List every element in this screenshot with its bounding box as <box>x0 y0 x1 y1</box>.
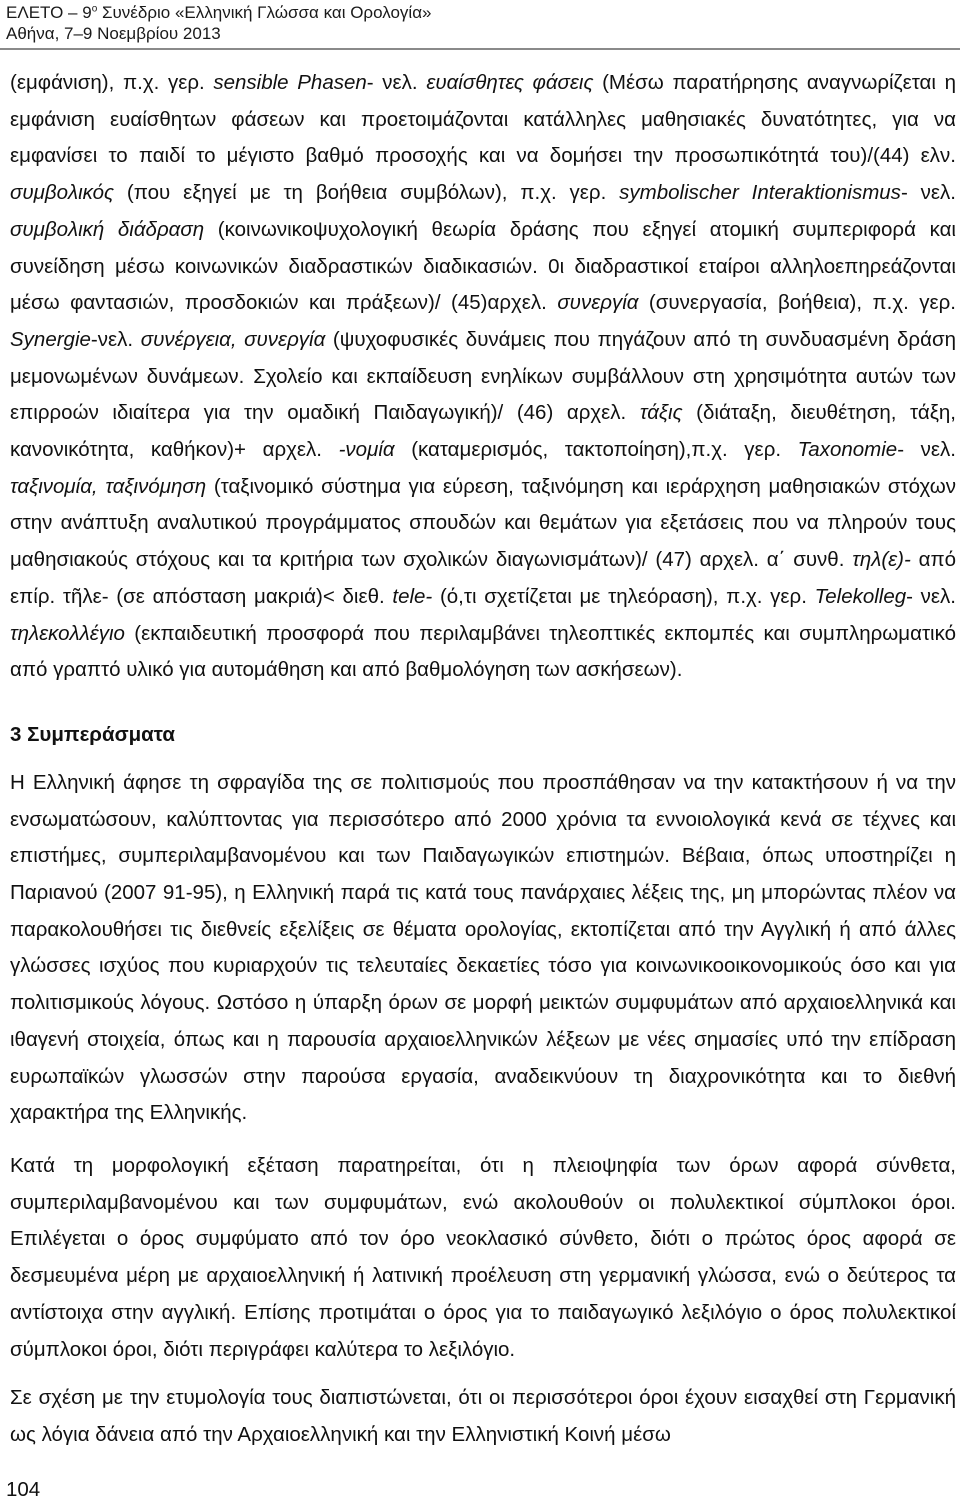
italic-term: συμβολικός <box>10 181 114 205</box>
text-run: (ταξινομικό σύστημα για εύρεση, ταξινόμηση και ιεράρχηση μαθησιακών στόχων στην ανάπτυξη αναλυτικού προγράμματος σπουδών και θεμάτων για εξετάσεις που να πληρούν τους μαθησιακούς στόχους και τα κριτήρια των σχολικών διαγωνισμάτων)/ (47) αρχελ. α΄ συνθ. <box>10 474 956 572</box>
italic-term: Synergie <box>10 327 91 351</box>
text-run: από επίρ. τῆλε- (σε απόσταση μακριά)< διεθ. <box>10 548 956 608</box>
italic-term: Telekolleg <box>814 584 907 608</box>
page-body <box>10 63 956 1454</box>
italic-term: -νομία <box>338 438 395 462</box>
section-heading: 3 Συμπεράσματα <box>10 722 175 746</box>
conference-title-suffix: Συνέδριο «Ελληνική Γλώσσα και Ορολογία» <box>97 3 432 22</box>
text-run: (διάταξη, διευθέτηση, τάξη, κανονικότητα, καθήκον)+ αρχελ. <box>10 401 956 462</box>
page-number: 104 <box>6 1478 41 1501</box>
italic-term: ευαίσθητες φάσεις <box>426 71 594 94</box>
conference-title <box>6 2 431 23</box>
text-run: (εμφάνιση), π.χ. γερ. <box>10 71 214 94</box>
italic-term: συνέργεια, συνεργία <box>140 327 326 351</box>
conclusions-paragraph-1: Η Ελληνική άφησε τη σφραγίδα της σε πολιτισμούς που προσπάθησαν να την κατακτήσουν ή να την ενσωματώσουν, καλύπτοντας για περισσότερο από 2000 χρόνια τα εννοιολογικά κενά σε τέχνες και επιστήμες, συμπεριλαμβανομένου και των Παιδαγωγικών επιστημών. Βέβαια, όπως υποστηρίζει η Παριανού (2007 91-95), η Ελληνική παρά τις κατά τους πανάρχαιες λέξεις της, μη μπορώντας πλέον να παρακολουθήσει τις διεθνείς εξελίξεις σε θέματα ορολογίας, εκτοπίζεται από την Αγγλική ή από άλλες γλώσσες ισχύος που κυριαρχούν τις τελευταίες δεκαετίες τόσο για κοινωνικοοικονομικούς όσο και για πολιτισμικούς λόγους. Ωστόσο η ύπαρξη όρων σε μορφή μεικτών συμφυμάτων από αρχαιοελληνικά και ιθαγενή στοιχεία, όπως και η παρουσία αρχαιοελληνικών λέξεων με νέες σημασίες υπό την επίδραση ευρωπαϊκών γλωσσών στην παρούσα εργασία, αναδεικνύουν τη διαχρονικότητα και το διεθνή χαρακτήρα της Ελληνικής. <box>10 770 956 1125</box>
text-run: (ψυχοφυσικές δυνάμεις που πηγάζουν από τη συνδυασμένη δράση μεμονωμένων δυνάμεων. Σχολείο και εκπαίδευση ενηλίκων συμβάλλουν στη χρησιμότητα αυτών των επιρροών ιδιαίτερα για την ομαδική Παιδαγωγική)/ (46) αρχελ. <box>10 327 956 425</box>
text-run: - νελ. <box>366 71 427 94</box>
italic-term: Taxonomie <box>797 438 898 462</box>
ordinal-superscript: ο <box>91 3 98 15</box>
italic-term: τηλ(ε)- <box>852 548 911 572</box>
header-divider <box>0 48 960 50</box>
page-header <box>6 2 431 44</box>
italic-term: ταξινομία, ταξινόμηση <box>10 474 207 498</box>
text-run: - νελ. <box>906 584 956 608</box>
glossary-paragraph <box>10 63 956 689</box>
italic-term: τάξις <box>639 401 683 425</box>
italic-term: sensible Phasen <box>213 71 367 94</box>
conference-title-prefix: ΕΛΕΤΟ – 9 <box>6 3 92 22</box>
italic-term: συνεργία <box>557 291 639 315</box>
text-run: (κοινωνικοψυχολογική θεωρία δράσης που εξηγεί ατομική συμπεριφορά και συνείδηση μέσω κοινωνικών διαδραστικών διαδικασιών. 0ι διαδραστικοί εταίροι αλληλοεπηρεάζονται μέσω φαντασιών, προσδοκιών και πράξεων)/ (45)αρχελ. <box>10 217 956 315</box>
italic-term: συμβολική διάδραση <box>10 217 205 241</box>
italic-term: τηλεκολλέγιο <box>10 621 125 645</box>
text-run: - νελ. <box>897 438 956 462</box>
text-run: (Μέσω παρατήρησης αναγνωρίζεται η εμφάνιση ευαίσθητων φάσεων και προετοιμάζονται κατάλληλες μαθησιακές δυνατότητες, για να εμφανίσει το παιδί το μέγιστο βαθμό προσοχής και να δομήσει την προσωπικότητά του)/(44) ελν. <box>10 71 957 168</box>
text-run: - νελ. <box>900 181 956 205</box>
text-run: (καταμερισμός, τακτοποίηση),π.χ. γερ. <box>394 438 798 462</box>
text-run: -νελ. <box>90 327 141 351</box>
text-run: (ό,τι σχετίζεται με τηλεόραση), π.χ. γερ. <box>432 584 815 608</box>
text-run: (που εξηγεί με τη βοήθεια συμβόλων), π.χ. γερ. <box>114 181 620 205</box>
text-run: (συνεργασία, βοήθεια), π.χ. γερ. <box>638 291 957 315</box>
conclusions-paragraph-2: Κατά τη μορφολογική εξέταση παρατηρείται, ότι η πλειοψηφία των όρων αφορά σύνθετα, συμπεριλαμβανομένου και των συμφυμάτων, ενώ ακολουθούν οι πολυλεκτικοί σύμπλοκοι όροι. Επιλέγεται ο όρος συμφύματο από τον όρο νεοκλασικό σύνθετο, διότι ο πρώτος όρος αφορά σε δεσμευμένα μέρη με αρχαιοελληνική ή λατινική προέλευση στη γερμανική γλώσσα, ενώ ο δεύτερος τα αντίστοιχα στην αγγλική. Επίσης προτιμάται ο όρος για το παιδαγωγικό λεξιλόγιο ο όρος πολυλεκτικοί σύμπλοκοι όροι, διότι περιγράφει καλύτερα το λεξιλόγιο. <box>10 1153 956 1361</box>
conference-location-date: Αθήνα, 7–9 Νοεμβρίου 2013 <box>6 24 221 43</box>
italic-term: symbolischer Interaktionismus <box>619 181 901 205</box>
text-run: (εκπαιδευτική προσφορά που περιλαμβάνει τηλεοπτικές εκπομπές και συμπληρωματικό από γραπτό υλικό για αυτομάθηση και από βαθμολόγηση των ασκήσεων). <box>10 621 956 682</box>
conclusions-paragraph-3: Σε σχέση με την ετυμολογία τους διαπιστώνεται, ότι οι περισσότεροι όροι έχουν εισαχθεί στη Γερμανική ως λόγια δάνεια από την Αρχαιοελληνική και την Ελληνιστική Κοινή μέσω <box>10 1386 956 1446</box>
italic-term: tele- <box>392 584 433 608</box>
